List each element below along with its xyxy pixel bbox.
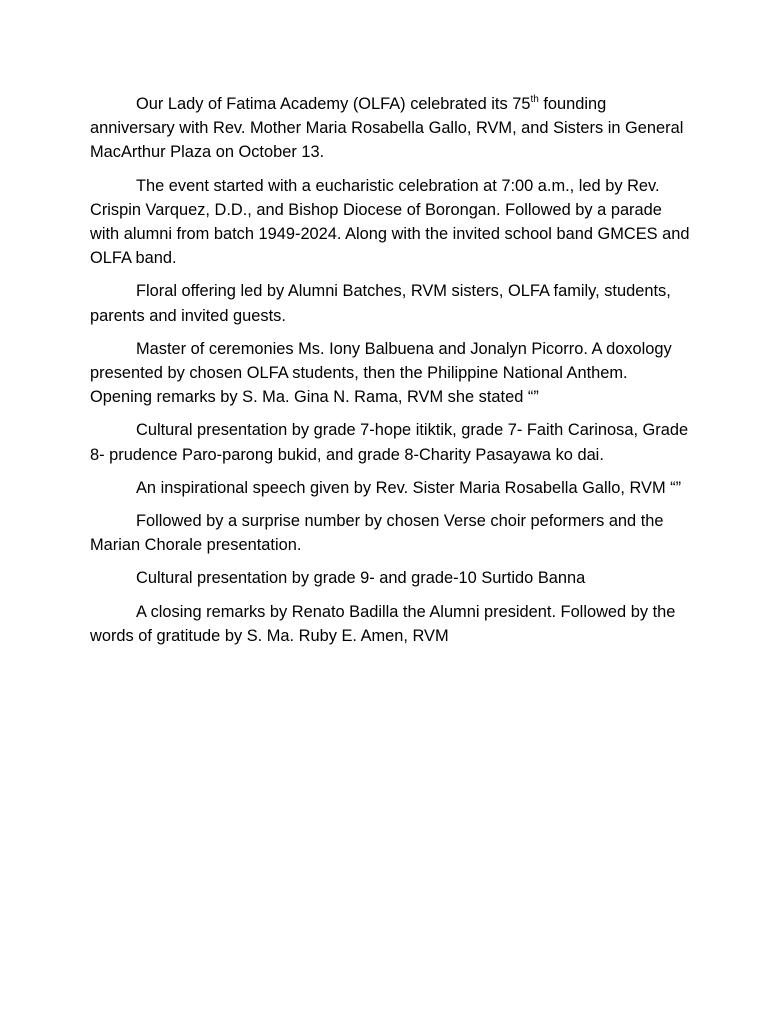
- paragraph-text: founding anniversary with Rev. Mother Maria Rosabella Gallo, RVM, and Sisters in General MacArthur Plaza on October 13.: [90, 95, 684, 162]
- paragraph-anniversary: [90, 92, 690, 165]
- paragraph-closing-remarks: A closing remarks by Renato Badilla the Alumni president. Followed by the words of gratitude by S. Ma. Ruby E. Amen, RVM: [90, 602, 676, 645]
- paragraph-inspirational-speech: An inspirational speech given by Rev. Sister Maria Rosabella Gallo, RVM “”: [136, 478, 682, 497]
- paragraph-floral-offering: Floral offering led by Alumni Batches, RVM sisters, OLFA family, students, parents and invited guests.: [90, 282, 671, 325]
- paragraph-master-of-ceremonies: Master of ceremonies Ms. Iony Balbuena and Jonalyn Picorro. A doxology presented by chosen OLFA students, then the Philippine National Anthem. Opening remarks by S. Ma. Gina N. Rama, RVM she stated “”: [90, 339, 672, 407]
- paragraph-surprise-number: Followed by a surprise number by chosen Verse choir peformers and the Marian Chorale presentation.: [90, 512, 664, 555]
- paragraph-eucharist: The event started with a eucharistic celebration at 7:00 a.m., led by Rev. Crispin Varquez, D.D., and Bishop Diocese of Borongan. Followed by a parade with alumni from batch 1949-2024. Along with the invited school band GMCES and OLFA band.: [90, 176, 690, 268]
- paragraph-cultural-presentation: Cultural presentation by grade 7-hope itiktik, grade 7- Faith Carinosa, Grade 8- prudence Paro-parong bukid, and grade 8-Charity Pasayawa ko dai.: [90, 421, 689, 464]
- paragraph-cultural-presentation-2: Cultural presentation by grade 9- and grade-10 Surtido Banna: [136, 569, 586, 588]
- ordinal-superscript: th: [530, 93, 539, 105]
- document-body: [90, 92, 690, 657]
- paragraph-text: Our Lady of Fatima Academy (OLFA) celebrated its 75: [136, 95, 531, 113]
